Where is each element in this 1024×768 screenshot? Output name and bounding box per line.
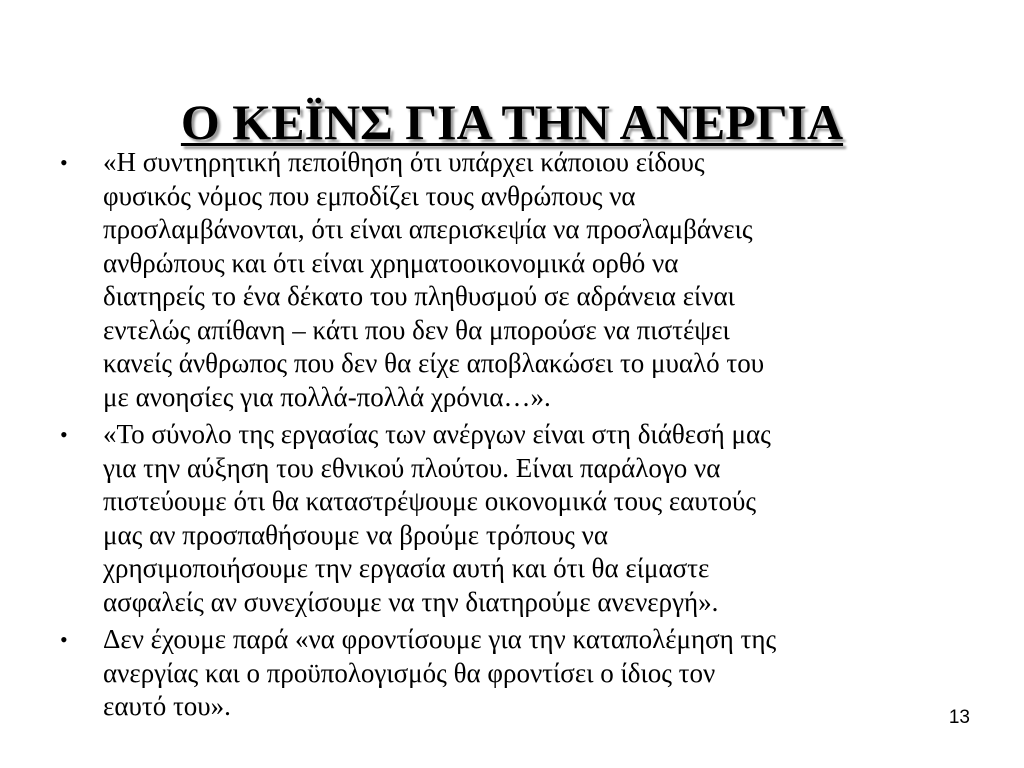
bullet-text-line: ανεργίας και ο προϋπολογισμός θα φροντίσει ο ίδιος τον (103, 657, 716, 688)
bullet-text-line: προσλαμβάνονται, ότι είναι απερισκεψία να προσλαμβάνεις (103, 214, 753, 244)
bullet-text-line: πιστεύουμε ότι θα καταστρέψουμε οικονομικά τους εαυτούς (103, 486, 757, 516)
bullet-text-line: κανείς άνθρωπος που δεν θα είχε αποβλακώσει το μυαλό του (103, 348, 765, 378)
bullet-text-line: χρησιμοποιήσουμε την εργασία αυτή και ότι θα είμαστε (103, 553, 710, 583)
bullet-text-line: για την αύξηση του εθνικού πλούτου. Είναι παράλογο να (103, 452, 721, 483)
slide-title: Ο ΚΕΪΝΣ ΓΙΑ ΤΗΝ ΑΝΕΡΓΙΑ (180, 93, 844, 150)
bullet-item (60, 146, 960, 414)
bullet-text-line: εντελώς απίθανη – κάτι που δεν θα μπορούσε να πιστέψει (103, 314, 730, 345)
bullet-text-line: «Το σύνολο της εργασίας των ανέργων είναι στη διάθεσή μας (103, 419, 771, 449)
bullet-list (60, 146, 960, 728)
bullet-icon: • (60, 627, 68, 652)
bullet-text-line: διατηρείς το ένα δέκατο του πληθυσμού σε αδράνεια είναι (103, 281, 735, 311)
bullet-icon: • (60, 150, 68, 175)
bullet-text-line: φυσικός νόμος που εμποδίζει τους ανθρώπους να (103, 180, 636, 211)
bullet-text-line: με ανοησίες για πολλά-πολλά χρόνια…». (103, 381, 551, 412)
bullet-item (60, 623, 960, 724)
bullet-text-line: εαυτό του». (103, 691, 231, 721)
bullet-text-line: «Η συντηρητική πεποίθηση ότι υπάρχει κάποιου είδους (103, 147, 705, 177)
page-number: 13 (948, 707, 970, 728)
bullet-text-line: μας αν προσπαθήσουμε να βρούμε τρόπους να (103, 519, 609, 550)
bullet-text-line: ανθρώπους και ότι είναι χρηματοοικονομικά ορθό να (103, 247, 679, 278)
bullet-icon: • (60, 422, 68, 447)
bullet-text-line: ασφαλείς αν συνεχίσουμε να την διατηρούμε ανενεργή». (103, 586, 719, 617)
bullet-text-line: Δεν έχουμε παρά «να φροντίσουμε για την καταπολέμηση της (103, 624, 777, 654)
bullet-item (60, 418, 960, 619)
